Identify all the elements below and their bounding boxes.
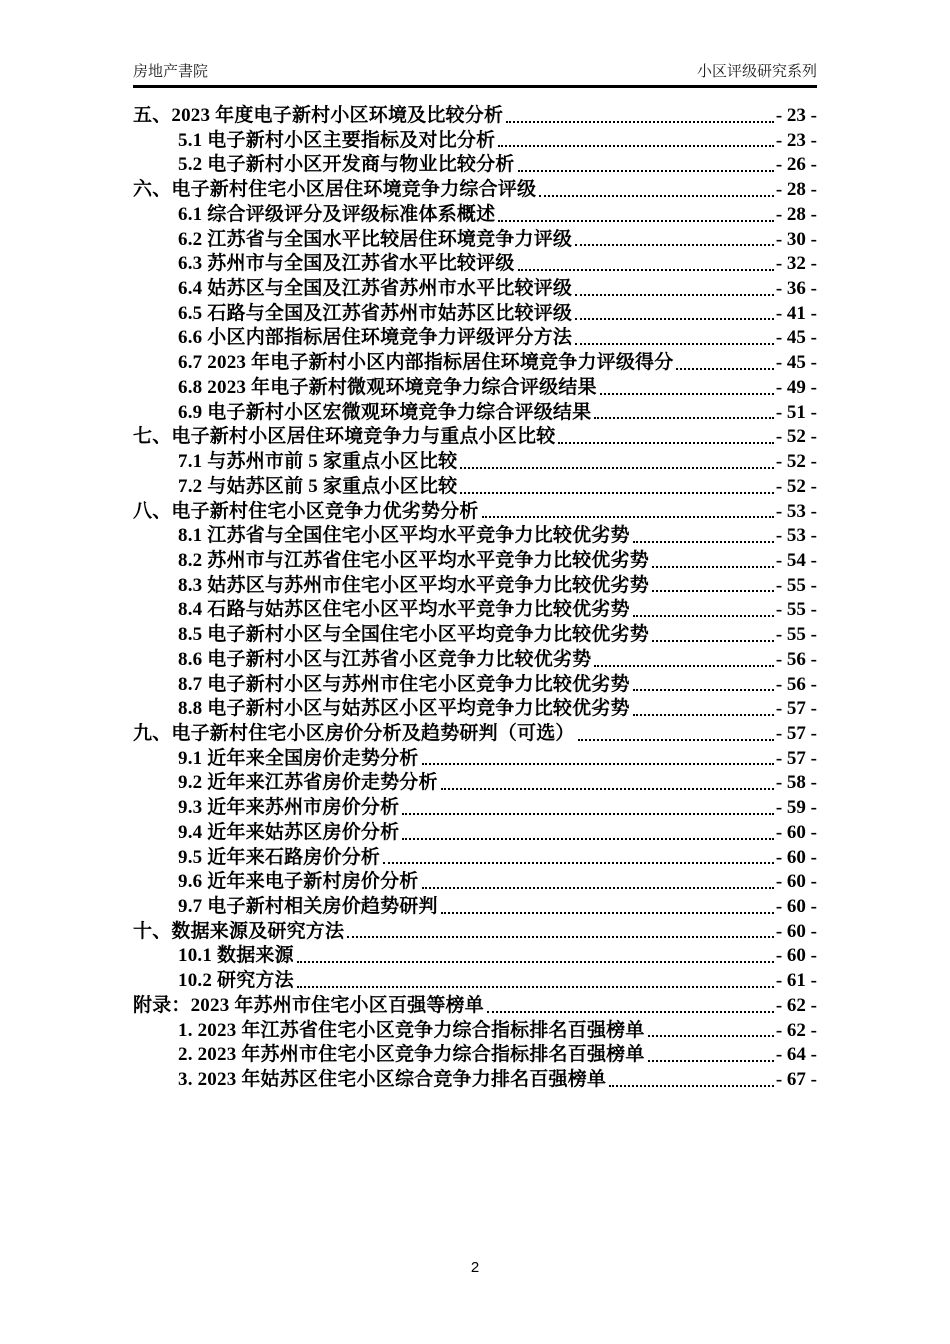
toc-entry-page: - 52 - bbox=[775, 426, 817, 448]
toc-entry-page: - 57 - bbox=[775, 698, 817, 720]
toc-entry-title: 6.3 苏州市与全国及江苏省水平比较评级 bbox=[178, 253, 515, 275]
toc-entry-page: - 57 - bbox=[775, 747, 817, 769]
toc-entry-page: - 64 - bbox=[775, 1044, 817, 1066]
dot-leader bbox=[402, 813, 774, 815]
toc-entry-page: - 53 - bbox=[775, 525, 817, 547]
toc-entry bbox=[133, 870, 817, 895]
toc-entry-page: - 41 - bbox=[775, 302, 817, 324]
toc-entry bbox=[133, 277, 817, 302]
toc-entry bbox=[133, 104, 817, 129]
dot-leader bbox=[575, 244, 774, 246]
toc-entry-page: - 51 - bbox=[775, 401, 817, 423]
dot-leader bbox=[594, 665, 774, 667]
toc-entry bbox=[133, 771, 817, 796]
dot-leader bbox=[441, 912, 774, 914]
toc-entry bbox=[133, 969, 817, 994]
dot-leader bbox=[347, 936, 774, 938]
header-left-text: 房地产書院 bbox=[133, 63, 209, 80]
toc-entry bbox=[133, 228, 817, 253]
toc-entry bbox=[133, 1019, 817, 1044]
dot-leader bbox=[578, 739, 774, 741]
toc-entry bbox=[133, 351, 817, 376]
toc-entry bbox=[133, 994, 817, 1019]
dot-leader bbox=[487, 1011, 774, 1013]
toc-entry bbox=[133, 846, 817, 871]
toc-entry-title: 8.5 电子新村小区与全国住宅小区平均竞争力比较优劣势 bbox=[178, 624, 649, 646]
toc-entry-title: 1. 2023 年江苏省住宅小区竞争力综合指标排名百强榜单 bbox=[178, 1019, 645, 1041]
page-number: 2 bbox=[470, 1259, 480, 1276]
toc-entry bbox=[133, 549, 817, 574]
toc-entry-page: - 54 - bbox=[775, 549, 817, 571]
toc-entry bbox=[133, 376, 817, 401]
toc-entry bbox=[133, 673, 817, 698]
toc-entry-page: - 30 - bbox=[775, 228, 817, 250]
toc-entry-title: 九、电子新村住宅小区房价分析及趋势研判（可选） bbox=[133, 722, 575, 744]
toc-entry-page: - 55 - bbox=[775, 574, 817, 596]
dot-leader bbox=[460, 467, 774, 469]
dot-leader bbox=[518, 170, 774, 172]
toc-entry bbox=[133, 722, 817, 747]
toc-entry-page: - 49 - bbox=[775, 376, 817, 398]
toc-entry bbox=[133, 153, 817, 178]
toc-entry-title: 8.6 电子新村小区与江苏省小区竞争力比较优劣势 bbox=[178, 648, 592, 670]
toc-entry-title: 5.2 电子新村小区开发商与物业比较分析 bbox=[178, 154, 515, 176]
toc-entry-title: 7.1 与苏州市前 5 家重点小区比较 bbox=[178, 451, 458, 473]
dot-leader bbox=[558, 442, 773, 444]
toc-entry-page: - 67 - bbox=[775, 1069, 817, 1091]
toc-entry bbox=[133, 524, 817, 549]
toc-entry-title: 9.3 近年来苏州市房价分析 bbox=[178, 797, 400, 819]
toc-entry bbox=[133, 944, 817, 969]
toc-entry-page: - 32 - bbox=[775, 253, 817, 275]
dot-leader bbox=[594, 417, 774, 419]
toc-entry-page: - 52 - bbox=[775, 451, 817, 473]
toc-entry bbox=[133, 252, 817, 277]
toc-entry bbox=[133, 500, 817, 525]
toc-entry bbox=[133, 747, 817, 772]
toc-entry-title: 10.2 研究方法 bbox=[178, 970, 294, 992]
toc-entry-title: 六、电子新村住宅小区居住环境竞争力综合评级 bbox=[133, 179, 537, 201]
toc-entry-title: 6.2 江苏省与全国水平比较居住环境竞争力评级 bbox=[178, 228, 573, 250]
header-right-text: 小区评级研究系列 bbox=[696, 63, 817, 80]
dot-leader bbox=[600, 393, 774, 395]
toc-entry bbox=[133, 401, 817, 426]
dot-leader bbox=[648, 1035, 774, 1037]
toc-entry-page: - 56 - bbox=[775, 673, 817, 695]
toc-entry-page: - 45 - bbox=[775, 352, 817, 374]
toc-entry-title: 五、2023 年度电子新村小区环境及比较分析 bbox=[133, 105, 504, 126]
toc-entry-page: - 59 - bbox=[775, 797, 817, 819]
dot-leader bbox=[441, 788, 774, 790]
toc-entry bbox=[133, 796, 817, 821]
toc-entry bbox=[133, 623, 817, 648]
toc-entry-page: - 60 - bbox=[775, 846, 817, 868]
toc-entry bbox=[133, 648, 817, 673]
toc-entry-page: - 60 - bbox=[775, 821, 817, 843]
toc-entry bbox=[133, 203, 817, 228]
dot-leader bbox=[633, 541, 774, 543]
toc-entry-page: - 23 - bbox=[775, 129, 817, 151]
dot-leader bbox=[652, 590, 774, 592]
dot-leader bbox=[383, 862, 774, 864]
toc-entry bbox=[133, 920, 817, 945]
toc-entry-title: 5.1 电子新村小区主要指标及对比分析 bbox=[178, 129, 496, 151]
dot-leader bbox=[575, 294, 774, 296]
toc-entry-page: - 60 - bbox=[775, 871, 817, 893]
toc-entry-title: 6.6 小区内部指标居住环境竞争力评级评分方法 bbox=[178, 327, 573, 349]
toc-entry-title: 6.7 2023 年电子新村小区内部指标居住环境竞争力评级得分 bbox=[178, 352, 674, 374]
toc-entry-title: 9.4 近年来姑苏区房价分析 bbox=[178, 821, 400, 843]
toc-entry-page: - 62 - bbox=[775, 1019, 817, 1041]
dot-leader bbox=[422, 763, 774, 765]
toc-entry bbox=[133, 895, 817, 920]
toc-entry-title: 8.4 石路与姑苏区住宅小区平均水平竞争力比较优劣势 bbox=[178, 599, 630, 621]
dot-leader bbox=[297, 961, 774, 963]
toc-entry-title: 七、电子新村小区居住环境竞争力与重点小区比较 bbox=[133, 426, 556, 448]
dot-leader bbox=[498, 220, 774, 222]
dot-leader bbox=[676, 368, 773, 370]
table-of-contents bbox=[133, 104, 817, 1093]
toc-entry-title: 9.2 近年来江苏省房价走势分析 bbox=[178, 772, 438, 794]
toc-entry-page: - 60 - bbox=[775, 896, 817, 917]
toc-entry-title: 8.2 苏州市与江苏省住宅小区平均水平竞争力比较优劣势 bbox=[178, 549, 649, 571]
toc-entry-title: 附录：2023 年苏州市住宅小区百强等榜单 bbox=[133, 994, 484, 1016]
toc-entry-page: - 55 - bbox=[775, 599, 817, 621]
dot-leader bbox=[297, 986, 774, 988]
toc-entry-page: - 45 - bbox=[775, 327, 817, 349]
dot-leader bbox=[460, 492, 774, 494]
toc-entry-page: - 61 - bbox=[775, 970, 817, 992]
dot-leader bbox=[575, 343, 774, 345]
toc-entry-page: - 55 - bbox=[775, 624, 817, 646]
toc-entry-page: - 56 - bbox=[775, 648, 817, 670]
toc-entry-page: - 28 - bbox=[775, 203, 817, 225]
toc-entry-page: - 23 - bbox=[775, 105, 817, 126]
dot-leader bbox=[506, 121, 774, 123]
dot-leader bbox=[422, 887, 774, 889]
toc-entry-title: 6.4 姑苏区与全国及江苏省苏州市水平比较评级 bbox=[178, 278, 573, 300]
toc-entry-page: - 28 - bbox=[775, 179, 817, 201]
toc-entry-title: 9.1 近年来全国房价走势分析 bbox=[178, 747, 419, 769]
toc-entry bbox=[133, 302, 817, 327]
toc-entry bbox=[133, 821, 817, 846]
toc-entry-page: - 26 - bbox=[775, 154, 817, 176]
toc-entry-page: - 58 - bbox=[775, 772, 817, 794]
toc-entry bbox=[133, 574, 817, 599]
dot-leader bbox=[518, 269, 774, 271]
toc-entry-title: 9.5 近年来石路房价分析 bbox=[178, 846, 381, 868]
toc-entry bbox=[133, 1043, 817, 1068]
dot-leader bbox=[498, 145, 774, 147]
dot-leader bbox=[633, 714, 774, 716]
toc-entry-page: - 57 - bbox=[775, 722, 817, 744]
page-header bbox=[133, 62, 817, 88]
toc-entry-title: 3. 2023 年姑苏区住宅小区综合竞争力排名百强榜单 bbox=[178, 1069, 607, 1091]
dot-leader bbox=[575, 318, 774, 320]
toc-entry-title: 八、电子新村住宅小区竞争力优劣势分析 bbox=[133, 500, 479, 522]
dot-leader bbox=[609, 1085, 774, 1087]
toc-entry bbox=[133, 475, 817, 500]
toc-entry-title: 十、数据来源及研究方法 bbox=[133, 920, 345, 942]
toc-entry-title: 8.7 电子新村小区与苏州市住宅小区竞争力比较优劣势 bbox=[178, 673, 630, 695]
toc-entry bbox=[133, 326, 817, 351]
toc-entry-page: - 62 - bbox=[775, 994, 817, 1016]
toc-entry-title: 8.1 江苏省与全国住宅小区平均水平竞争力比较优劣势 bbox=[178, 525, 630, 547]
dot-leader bbox=[482, 516, 774, 518]
toc-entry bbox=[133, 178, 817, 203]
toc-entry-title: 2. 2023 年苏州市住宅小区竞争力综合指标排名百强榜单 bbox=[178, 1044, 645, 1066]
toc-entry bbox=[133, 450, 817, 475]
toc-entry-title: 8.8 电子新村小区与姑苏区小区平均竞争力比较优劣势 bbox=[178, 698, 630, 720]
page-footer bbox=[0, 1258, 950, 1278]
toc-entry bbox=[133, 129, 817, 154]
dot-leader bbox=[652, 566, 774, 568]
toc-entry-page: - 60 - bbox=[775, 920, 817, 942]
toc-entry-page: - 53 - bbox=[775, 500, 817, 522]
toc-entry-title: 9.7 电子新村相关房价趋势研判 bbox=[178, 896, 438, 917]
toc-entry-page: - 36 - bbox=[775, 278, 817, 300]
dot-leader bbox=[633, 615, 774, 617]
dot-leader bbox=[652, 640, 774, 642]
dot-leader bbox=[402, 838, 774, 840]
toc-entry-page: - 52 - bbox=[775, 475, 817, 497]
toc-entry-title: 6.5 石路与全国及江苏省苏州市姑苏区比较评级 bbox=[178, 302, 573, 324]
toc-entry bbox=[133, 598, 817, 623]
toc-entry bbox=[133, 425, 817, 450]
dot-leader bbox=[539, 195, 774, 197]
toc-entry-title: 6.1 综合评级评分及评级标准体系概述 bbox=[178, 203, 496, 225]
toc-entry-title: 8.3 姑苏区与苏州市住宅小区平均水平竞争力比较优劣势 bbox=[178, 574, 649, 596]
toc-entry-title: 6.8 2023 年电子新村微观环境竞争力综合评级结果 bbox=[178, 376, 597, 398]
dot-leader bbox=[648, 1060, 774, 1062]
toc-entry-title: 7.2 与姑苏区前 5 家重点小区比较 bbox=[178, 475, 458, 497]
toc-entry-title: 10.1 数据来源 bbox=[178, 945, 294, 967]
dot-leader bbox=[633, 689, 774, 691]
toc-entry bbox=[133, 697, 817, 722]
toc-entry-title: 9.6 近年来电子新村房价分析 bbox=[178, 871, 419, 893]
toc-entry-title: 6.9 电子新村小区宏微观环境竞争力综合评级结果 bbox=[178, 401, 592, 423]
toc-entry bbox=[133, 1068, 817, 1093]
toc-entry-page: - 60 - bbox=[775, 945, 817, 967]
